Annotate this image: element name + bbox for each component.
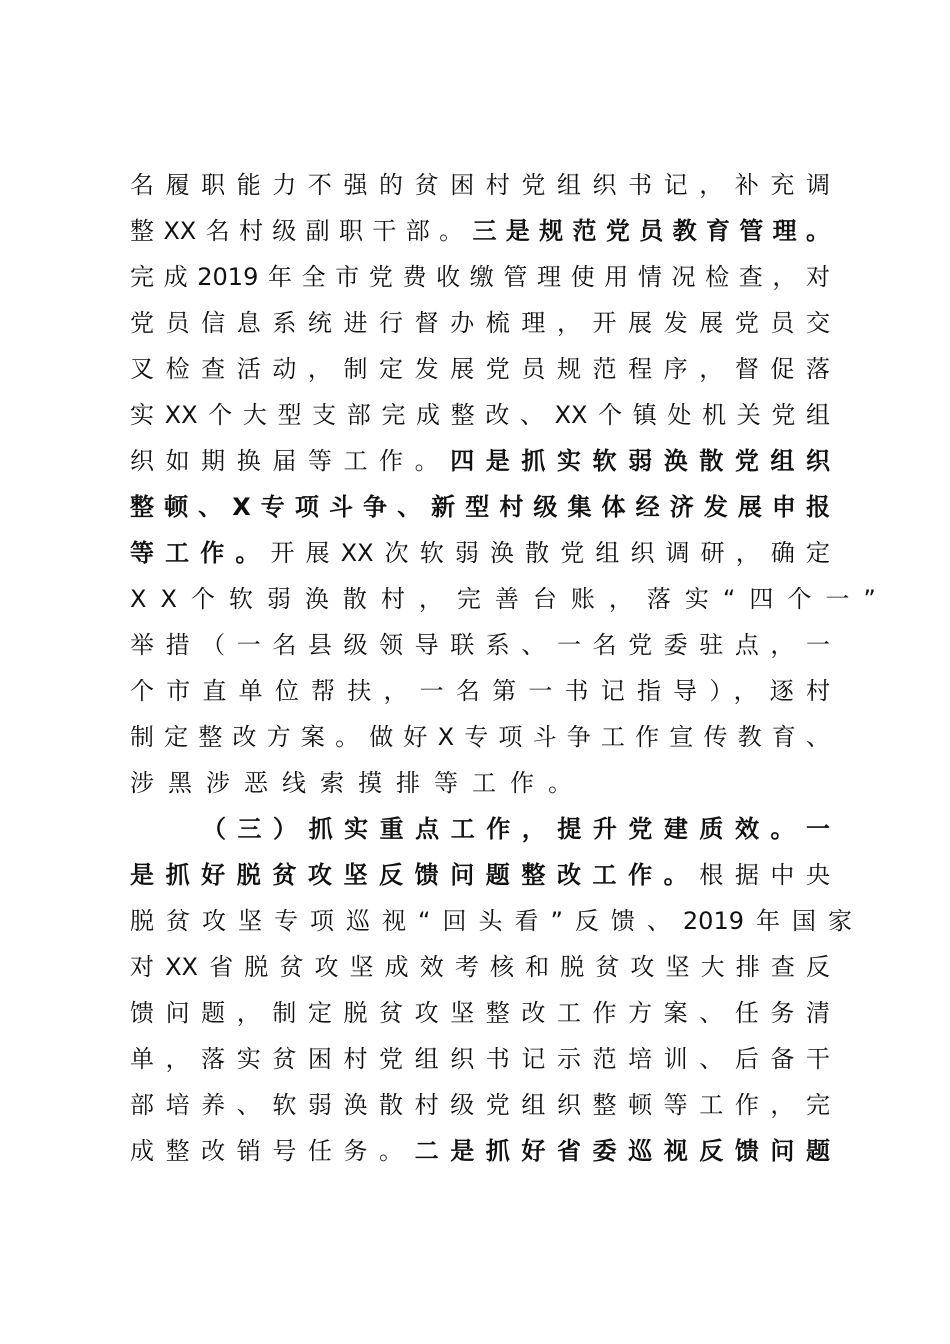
text-line: 对XX省脱贫攻坚成效考核和脱贫攻坚大排查反 [130,953,830,981]
text-line: 实XX个大型支部完成整改、XX个镇处机关党组 [130,401,830,429]
text-line: 整XX名村级副职干部。三是规范党员教育管理。 [130,217,830,245]
text-line: 部培养、软弱涣散村级党组织整顿等工作，完 [130,1091,830,1119]
text-line: 名履职能力不强的贫困村党组织书记，补充调 [130,171,830,199]
bold-heading: 等工作。 [130,539,271,567]
bold-heading: 四是抓实软弱涣散党组织 [450,447,831,475]
text-line: 举措（一名县级领导联系、一名党委驻点，一 [130,631,830,659]
section-heading: （三）抓实重点工作，提升党建质效。一 [202,815,830,843]
text-line: 等工作。开展XX次软弱涣散党组织调研，确定 [130,539,831,567]
text-line: 脱贫攻坚专项巡视“回头看”反馈、2019年国家 [130,907,852,935]
text-line: 个市直单位帮扶，一名第一书记指导），逐村 [130,677,830,705]
bold-heading: 三是规范党员教育管理。 [472,217,830,245]
text-line: 涉黑涉恶线索摸排等工作。 [130,769,586,797]
text-line: 成整改销号任务。二是抓好省委巡视反馈问题 [130,1137,831,1165]
body-text [130,162,890,1174]
bold-heading: 整顿、X专项斗争、新型村级集体经济发展申报 [130,493,830,521]
text-line: 党员信息系统进行督办梳理，开展发展党员交 [130,309,830,337]
bold-heading: 二是抓好省委巡视反馈问题 [414,1137,831,1165]
text-line: 馈问题，制定脱贫攻坚整改工作方案、任务清 [130,999,830,1027]
text-line [130,484,830,530]
text-line: 是抓好脱贫攻坚反馈问题整改工作。根据中央 [130,861,831,889]
text-line: 制定整改方案。做好X专项斗争工作宣传教育、 [130,723,830,751]
text-line: 叉检查活动，制定发展党员规范程序，督促落 [130,355,830,383]
text-line: 单，落实贫困村党组织书记示范培训、后备干 [130,1045,830,1073]
bold-heading: 是抓好脱贫攻坚反馈问题整改工作。 [130,861,700,889]
text-line: 织如期换届等工作。四是抓实软弱涣散党组织 [130,447,831,475]
text-line: 完成2019年全市党费收缴管理使用情况检查，对 [130,263,830,291]
text-line: XX个软弱涣散村，完善台账，落实“四个一” [130,585,890,613]
